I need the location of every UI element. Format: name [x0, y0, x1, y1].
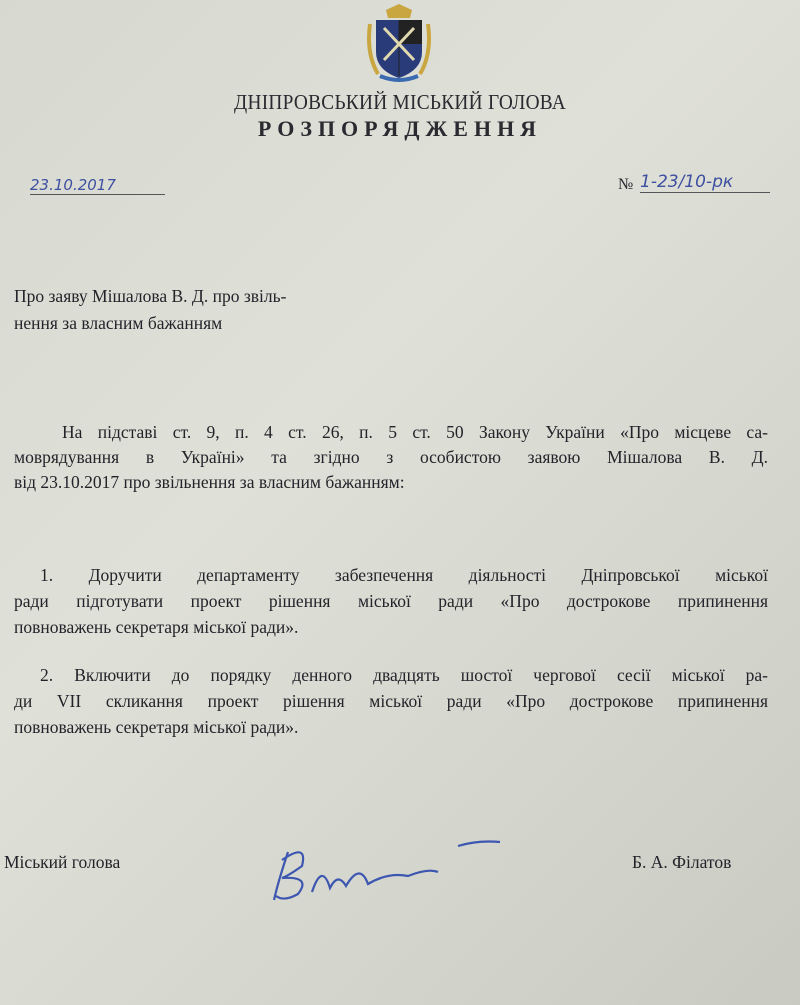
- document-date: 23.10.2017: [30, 176, 165, 195]
- handwritten-signature: [268, 832, 508, 912]
- document-number: 1-23/10-рк: [640, 172, 770, 193]
- item-2-line: повноважень секретаря міської ради».: [14, 717, 299, 737]
- item-2-line: 2. Включити до порядку денного двадцять шостої чергової сесії міської ра-: [40, 665, 768, 685]
- item-1-line: 1. Доручити департаменту забезпечення діяльності Дніпровської міської: [40, 565, 768, 585]
- number-label: №: [618, 176, 634, 193]
- organization-heading: ДНІПРОВСЬКИЙ МІСЬКИЙ ГОЛОВА: [234, 90, 566, 114]
- item-2-line: ди VII скликання проект рішення міської ради «Про дострокове припинення: [14, 691, 768, 711]
- item-1-line: повноважень секретаря міської ради».: [14, 617, 299, 637]
- signatory-name: Б. А. Філатов: [632, 852, 732, 872]
- preamble-line: від 23.10.2017 про звільнення за власним бажанням:: [14, 472, 405, 492]
- preamble-line: На підставі ст. 9, п. 4 ст. 26, п. 5 ст. 50 Закону України «Про місцеве са-: [62, 422, 768, 442]
- preamble-line: моврядування в Україні» та згідно з особистою заявою Мішалова В. Д.: [14, 447, 768, 467]
- document-type-heading: РОЗПОРЯДЖЕННЯ: [257, 116, 543, 141]
- city-coat-of-arms-emblem: [366, 4, 432, 84]
- subject-line: Про заяву Мішалова В. Д. про звіль-: [14, 286, 287, 306]
- signatory-position: Міський голова: [4, 852, 121, 872]
- item-1-line: ради підготувати проект рішення міської ради «Про дострокове припинення: [14, 591, 768, 611]
- subject-line: нення за власним бажанням: [14, 313, 223, 333]
